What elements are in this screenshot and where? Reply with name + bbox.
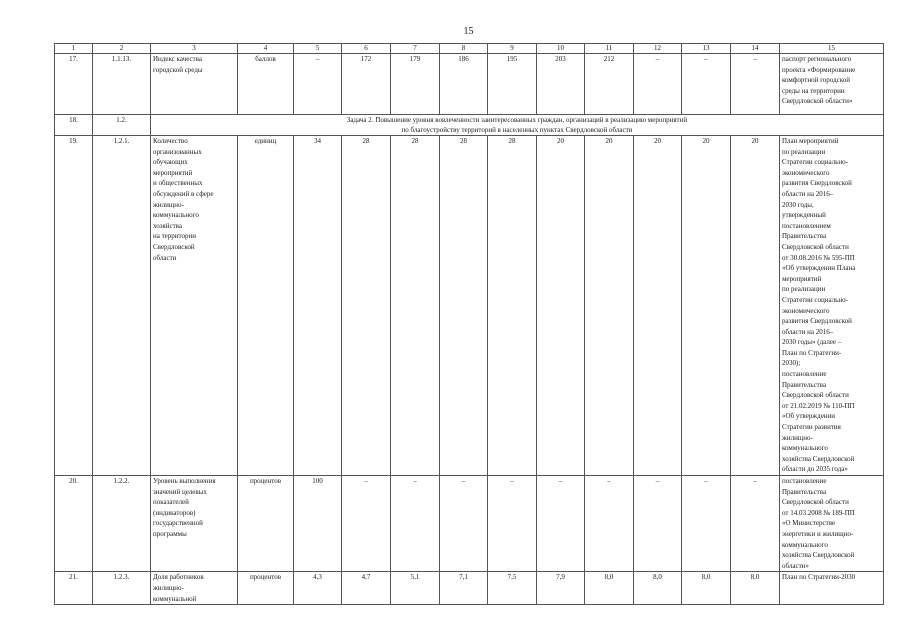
column-header: 10 bbox=[537, 44, 585, 54]
column-header: 11 bbox=[585, 44, 634, 54]
value-cell: – bbox=[634, 476, 682, 572]
value-cell: – bbox=[585, 476, 634, 572]
header-row bbox=[55, 44, 884, 54]
indicator-name: Доля работников жилищно- коммунальной bbox=[151, 572, 238, 605]
table-row bbox=[55, 54, 884, 115]
column-header: 15 bbox=[780, 44, 884, 54]
value-cell: 195 bbox=[488, 54, 537, 115]
value-cell: – bbox=[488, 476, 537, 572]
value-cell: 20 bbox=[634, 136, 682, 476]
value-cell: 20 bbox=[537, 136, 585, 476]
row-code: 1.2.2. bbox=[93, 476, 151, 572]
column-header: 5 bbox=[294, 44, 342, 54]
column-header: 12 bbox=[634, 44, 682, 54]
value-base: – bbox=[294, 54, 342, 115]
column-header: 4 bbox=[238, 44, 294, 54]
value-cell: – bbox=[342, 476, 391, 572]
value-cell: 8,0 bbox=[634, 572, 682, 605]
source-document: План по Стратегии-2030 bbox=[780, 572, 884, 605]
row-code: 1.2.1. bbox=[93, 136, 151, 476]
value-cell: 5,1 bbox=[391, 572, 440, 605]
value-cell: 8,0 bbox=[682, 572, 731, 605]
value-cell: 4,7 bbox=[342, 572, 391, 605]
column-header: 1 bbox=[55, 44, 93, 54]
page-number: 15 bbox=[463, 26, 474, 37]
row-number: 18. bbox=[55, 115, 93, 136]
value-cell: – bbox=[731, 54, 780, 115]
source-document: План мероприятий по реализации Стратегии социально- экономического развития Свердловской области на 2016– 2030 годы, утвержденный постановлением Правительства Свердловской области от 30.08.2016 № 595-ПП «Об утверждении Плана мероприятий по реализации Стратегии социально- экономического развития Свердловской области на 2016– 2030 годы» (далее – План по Стратегии- 2030); постановление Правительства Свердловской области от 21.02.2019 № 110-ПП «Об утверждении Стратегии развития жилищно- коммунального хозяйства Свердловской области до 2035 года» bbox=[780, 136, 884, 476]
row-code: 1.2.3. bbox=[93, 572, 151, 605]
unit: процентов bbox=[238, 476, 294, 572]
value-cell: 7,9 bbox=[537, 572, 585, 605]
row-number: 19. bbox=[55, 136, 93, 476]
table-row bbox=[55, 572, 884, 605]
source-document: постановление Правительства Свердловской области от 14.03.2008 № 189-ПП «О Министерстве энергетики и жилищно- коммунального хозяйства Свердловской области» bbox=[780, 476, 884, 572]
value-cell: – bbox=[391, 476, 440, 572]
column-header: 7 bbox=[391, 44, 440, 54]
unit: единиц bbox=[238, 136, 294, 476]
value-cell: 212 bbox=[585, 54, 634, 115]
unit: процентов bbox=[238, 572, 294, 605]
value-cell: – bbox=[634, 54, 682, 115]
column-header: 14 bbox=[731, 44, 780, 54]
row-number: 21. bbox=[55, 572, 93, 605]
value-cell: 186 bbox=[440, 54, 488, 115]
value-cell: 179 bbox=[391, 54, 440, 115]
indicator-name: Индекс качества городской среды bbox=[151, 54, 238, 115]
row-code: 1.1.13. bbox=[93, 54, 151, 115]
value-base: 4,3 bbox=[294, 572, 342, 605]
value-cell: 28 bbox=[342, 136, 391, 476]
value-cell: – bbox=[537, 476, 585, 572]
column-header: 9 bbox=[488, 44, 537, 54]
value-cell: 8,0 bbox=[585, 572, 634, 605]
task-description: Задача 2. Повышение уровня вовлеченности заинтересованных граждан, организаций в реализацию мероприятий по благоустройству территорий в населенных пунктах Свердловской области bbox=[151, 115, 884, 136]
value-cell: 28 bbox=[440, 136, 488, 476]
value-cell: 7,5 bbox=[488, 572, 537, 605]
unit: баллов bbox=[238, 54, 294, 115]
source-document: паспорт регионального проекта «Формирование комфортной городской среды на территории Свердловской области» bbox=[780, 54, 884, 115]
column-header: 13 bbox=[682, 44, 731, 54]
value-cell: – bbox=[731, 476, 780, 572]
column-header: 3 bbox=[151, 44, 238, 54]
task-row bbox=[55, 115, 884, 136]
value-cell: 172 bbox=[342, 54, 391, 115]
value-cell: – bbox=[682, 54, 731, 115]
value-base: 34 bbox=[294, 136, 342, 476]
value-cell: 203 bbox=[537, 54, 585, 115]
column-header: 2 bbox=[93, 44, 151, 54]
indicators-table bbox=[54, 43, 884, 605]
indicator-name: Уровень выполнения значений целевых показателей (индикаторов) государственной программы bbox=[151, 476, 238, 572]
value-cell: 7,1 bbox=[440, 572, 488, 605]
value-cell: – bbox=[440, 476, 488, 572]
value-cell: 28 bbox=[488, 136, 537, 476]
value-cell: – bbox=[682, 476, 731, 572]
row-number: 17. bbox=[55, 54, 93, 115]
value-cell: 20 bbox=[585, 136, 634, 476]
value-cell: 8,0 bbox=[731, 572, 780, 605]
table-row bbox=[55, 136, 884, 476]
value-cell: 28 bbox=[391, 136, 440, 476]
row-number: 20. bbox=[55, 476, 93, 572]
table-row bbox=[55, 476, 884, 572]
value-cell: 20 bbox=[731, 136, 780, 476]
value-base: 100 bbox=[294, 476, 342, 572]
column-header: 6 bbox=[342, 44, 391, 54]
value-cell: 20 bbox=[682, 136, 731, 476]
row-code: 1.2. bbox=[93, 115, 151, 136]
column-header: 8 bbox=[440, 44, 488, 54]
indicator-name: Количество организованных обучающих мероприятий и общественных обсуждений в сфере жилищно- коммунального хозяйства на территории Свердловской области bbox=[151, 136, 238, 476]
